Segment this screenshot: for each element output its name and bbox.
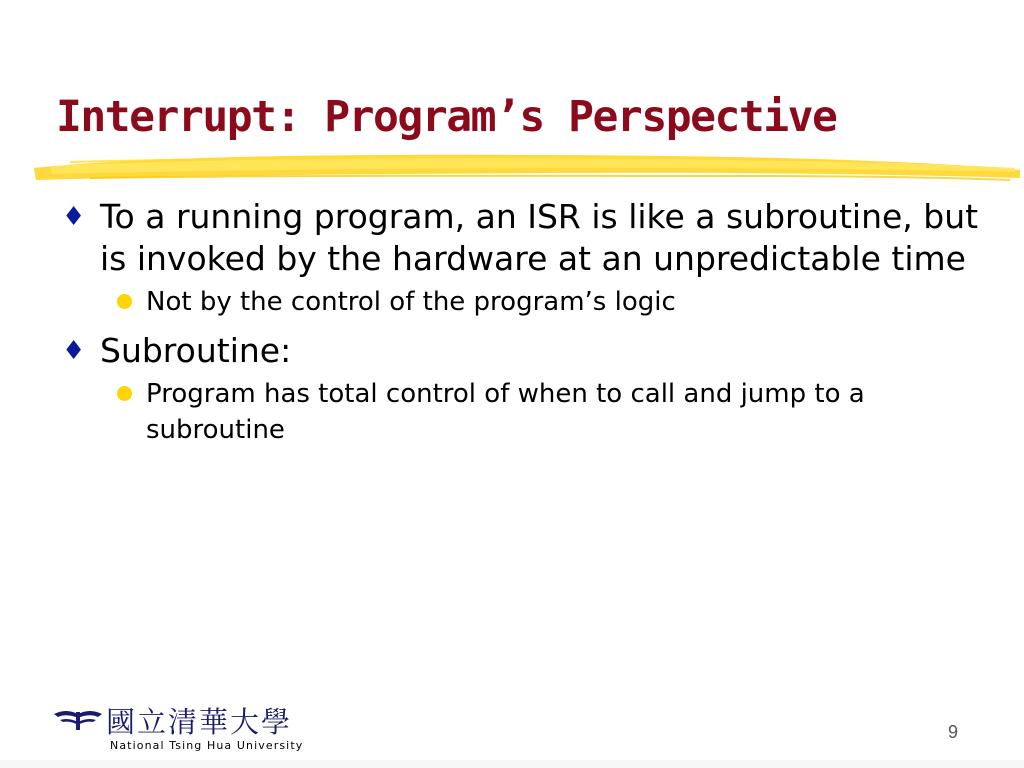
university-logo — [52, 700, 312, 756]
dot-bullet-icon — [117, 386, 132, 401]
page-number: 9 — [947, 722, 958, 742]
bullet-item-2 — [62, 330, 1002, 372]
sub-bullet-item-1-1 — [100, 284, 1002, 320]
bottom-strip — [0, 760, 1024, 768]
slide-title: Interrupt: Program’s Perspective — [56, 92, 837, 142]
diamond-bullet-icon: ♦ — [62, 336, 86, 366]
bullet-text: Subroutine: — [100, 331, 292, 370]
logo-english-name: National Tsing Hua University — [110, 739, 304, 752]
title-underline-brush — [30, 148, 1024, 190]
dot-bullet-icon — [117, 294, 132, 309]
diamond-bullet-icon: ♦ — [62, 202, 86, 232]
bullet-list — [62, 196, 1002, 458]
sub-bullet-text: Program has total control of when to call and jump to a subroutine — [146, 379, 865, 445]
logo-chinese-name: 國立清華大學 — [106, 705, 293, 739]
sub-bullet-item-2-1 — [100, 376, 1002, 448]
sub-bullet-text: Not by the control of the program’s logic — [146, 287, 676, 317]
university-emblem-icon — [52, 706, 104, 732]
bullet-text: To a running program, an ISR is like a subroutine, but is invoked by the hardware at an unpredictable time — [100, 197, 979, 278]
bullet-item-1 — [62, 196, 1002, 280]
